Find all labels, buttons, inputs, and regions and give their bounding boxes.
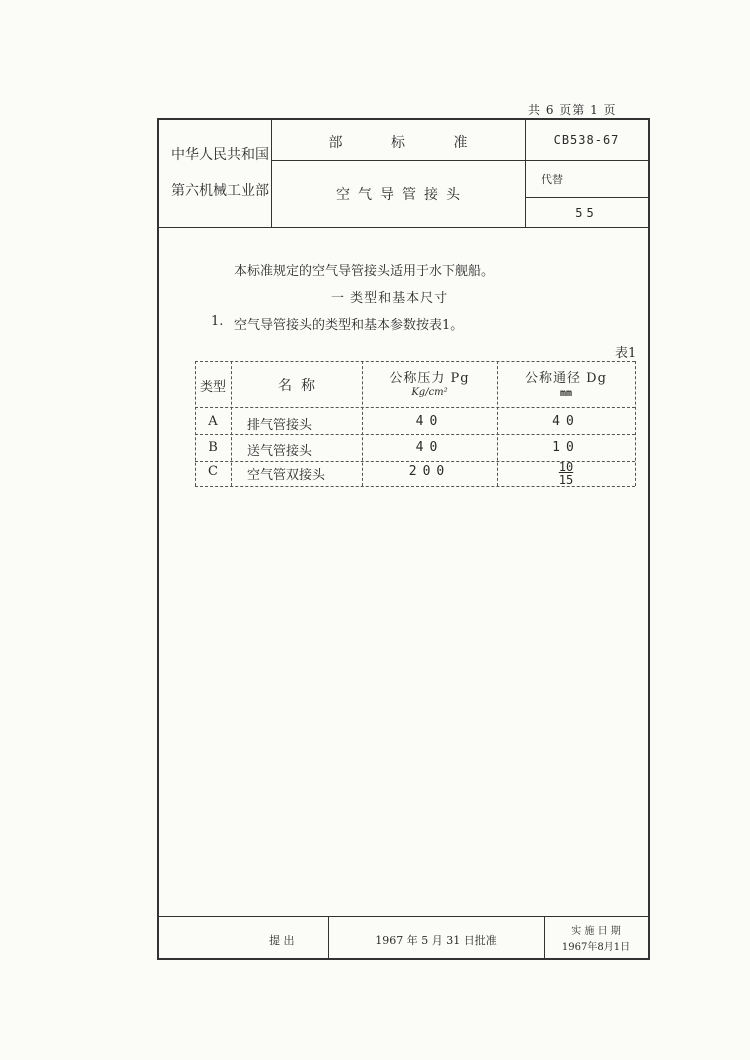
header-pressure: 公称压力 Pg — [389, 371, 470, 386]
row-b-name: 送气管接头 — [247, 444, 313, 459]
row-c-name: 空气管双接头 — [247, 468, 326, 483]
row-a-type: A — [208, 414, 218, 429]
header-name: 名 称 — [278, 378, 315, 394]
section-title: 一 类型和基本尺寸 — [331, 291, 449, 306]
page-number: 55 — [575, 206, 598, 220]
table-top-rule — [195, 361, 635, 362]
standard-type: 部 标 准 — [328, 135, 490, 151]
header-type: 类型 — [199, 380, 226, 395]
table-col-rule — [635, 361, 636, 486]
header-bottom-rule — [159, 227, 648, 228]
table-caption: 表1 — [615, 346, 637, 361]
row-b-type: B — [208, 440, 218, 455]
footer-proposed: 提 出 — [269, 934, 295, 947]
header-diameter-unit: mm — [559, 388, 573, 399]
row-a-name: 排气管接头 — [247, 418, 313, 433]
header-mid-rule — [271, 160, 525, 161]
row-c-diameter-2: 15 — [558, 473, 574, 487]
table-row-rule — [195, 434, 635, 435]
page-indicator: 共 6 页第 1 页 — [528, 103, 617, 117]
row-a-pressure: 40 — [415, 414, 444, 429]
standard-sheet — [157, 118, 650, 960]
row-b-diameter: 10 — [552, 440, 580, 455]
footer-top-rule — [159, 916, 648, 917]
header-right-rule-2 — [525, 197, 648, 198]
footer-approval-date: 1967 年 5 月 31 日批准 — [375, 934, 497, 947]
document-title: 空气导管接头 — [336, 187, 468, 203]
intro-text: 本标准规定的空气导管接头适用于水下舰船。 — [234, 264, 495, 279]
footer-effective-date: 1967年8月1日 — [561, 942, 631, 953]
clause-text: 空气导管接头的类型和基本参数按表1。 — [234, 318, 464, 333]
standard-code: CB538-67 — [553, 133, 620, 147]
row-b-pressure: 40 — [415, 440, 444, 455]
row-c-type: C — [208, 464, 218, 479]
country-name: 中华人民共和国 — [171, 147, 269, 163]
header-pressure-unit: Kg/cm² — [411, 387, 448, 398]
table-header-rule — [195, 407, 635, 408]
row-a-diameter: 40 — [552, 414, 580, 429]
header-right-rule-1 — [525, 160, 648, 161]
row-c-diameter-1: 10 — [558, 460, 574, 474]
header-diameter: 公称通径 Dg — [525, 371, 607, 386]
ministry-name: 第六机械工业部 — [171, 183, 269, 199]
row-c-pressure: 200 — [408, 464, 451, 479]
replaces-label: 代替 — [541, 173, 563, 186]
clause-number: 1. — [211, 314, 224, 329]
footer-effective-label: 实 施 日 期 — [571, 926, 621, 937]
